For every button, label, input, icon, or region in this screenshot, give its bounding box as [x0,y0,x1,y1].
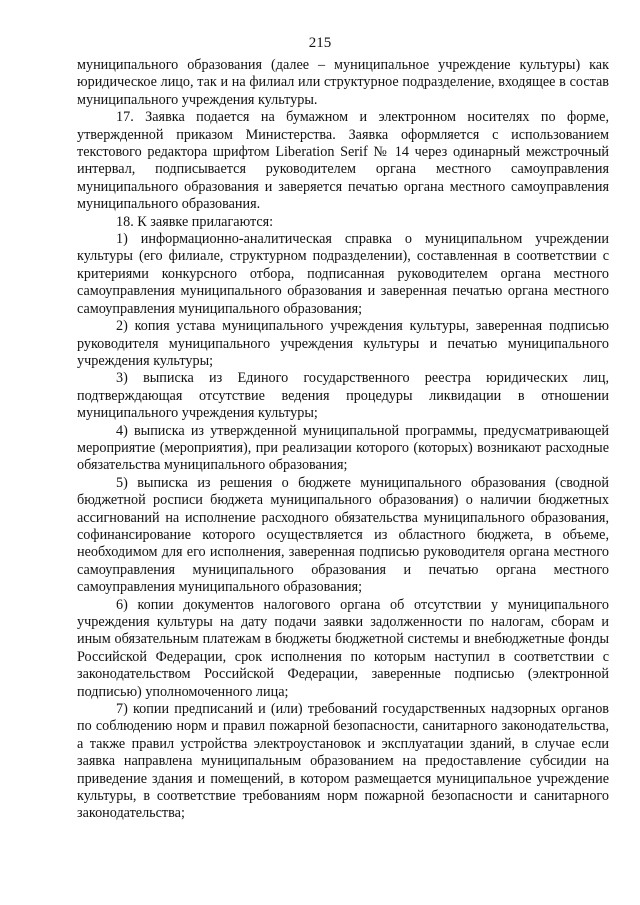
paragraph-17: 17. Заявка подается на бумажном и электронном носителях по форме, утвержденной приказом Министерства. Заявка оформляется с использованием текстового редактора шрифтом Liberation Serif № 14 через одинарный межстрочный интервал, подписывается руководителем органа местного самоуправления муниципального образования и заверяется печатью органа местного самоуправления муниципального образования. [77,109,609,213]
paragraph-continuation: муниципального образования (далее – муниципальное учреждение культуры) как юридическое лицо, так и на филиал или структурное подразделение, входящее в состав муниципального учреждения культуры. [77,57,609,108]
paragraph-18: 18. К заявке прилагаются: [116,213,274,230]
list-item-5: 5) выписка из решения о бюджете муниципального образования (сводной бюджетной росписи бюджета муниципального образования) о наличии бюджетных ассигнований на исполнение расходного обязательства муниципального образования, софинансирование которого осуществляется из областного бюджета, в объеме, необходимом для его исполнения, заверенная подписью руководителя органа местного самоуправления муниципального образования и печатью органа местного самоуправления муниципального образования; [77,474,609,596]
list-item-4: 4) выписка из утвержденной муниципальной программы, предусматривающей мероприятие (мероприятия), при реализации которого (которых) возникают расходные обязательства муниципального образования; [77,422,609,474]
list-item-7: 7) копии предписаний и (или) требований государственных надзорных органов по соблюдению норм и правил пожарной безопасности, санитарного законодательства, а также правил устройства электроустановок и эксплуатации зданий, в случае если заявка направлена муниципальным образованием на предоставление субсидии на приведение здания и помещений, в котором размещается муниципальное учреждение культуры, в соответствие требованиям норм пожарной безопасности и санитарного законодательства; [77,701,609,822]
list-item-2: 2) копия устава муниципального учреждения культуры, заверенная подписью руководителя муниципального учреждения культуры и печатью муниципального учреждения культуры; [77,318,609,369]
page-number: 215 [308,35,332,51]
list-item-1: 1) информационно-аналитическая справка о муниципальном учреждении культуры (его филиале, структурном подразделении), составленная в соответствии с критериями конкурсного отбора, подписанная руководителем органа местного самоуправления муниципального образования и заверенная печатью органа местного самоуправления муниципального образования; [77,231,609,317]
document-body [77,57,609,823]
list-item-6: 6) копии документов налогового органа об отсутствии у муниципального учреждения культуры на дату подачи заявки задолженности по налогам, сборам и иным обязательным платежам в бюджеты бюджетной системы и внебюджетные фонды Российской Федерации, срок исполнения по которым наступил в соответствии с законодательством Российской Федерации, заверенные подписью (электронной подписью) уполномоченного лица; [77,596,609,700]
list-item-3: 3) выписка из Единого государственного реестра юридических лиц, подтверждающая отсутствие ведения процедуры ликвидации в отношении муниципального учреждения культуры; [77,370,609,422]
